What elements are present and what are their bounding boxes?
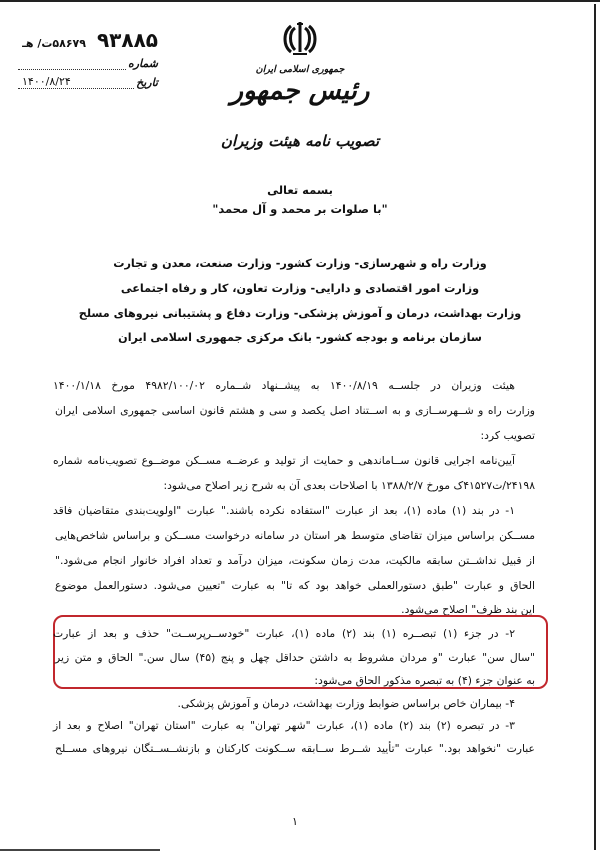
item1-line: این بند ظرف" اصلاح می‌شود. — [401, 603, 535, 616]
reference-number-small: ۵۸۶۷۹ت/ هـ — [22, 37, 86, 50]
reference-block — [18, 28, 158, 89]
reference-number — [18, 28, 158, 52]
republic-title: جمهوری اسلامی ایران — [255, 64, 345, 75]
item1-line: از قبیل نداشــتن سابقه مالکیت، مدت زمان سکونت، میزان درآمد و تعداد افراد خانوار انجام می‌شود." — [55, 554, 535, 567]
page-edge-top — [0, 0, 600, 2]
approval-title: تصویب نامه هیئت وزیران — [220, 132, 380, 150]
bismillah: بسمه تعالی — [267, 183, 333, 197]
number-label: شماره — [127, 57, 158, 70]
recipient-line: سازمان برنامه و بودجه کشور- بانک مرکزی جمهوری اسلامی ایران — [118, 331, 482, 344]
intro-line: هیئت وزیران در جلســه ۱۴۰۰/۸/۱۹ به پیشــنهاد شــماره ۴۹۸۲/۱۰۰/۰۲ مورخ ۱۴۰۰/۱/۱۸ — [53, 379, 515, 392]
item3-line: عبارت "نخواهد بود." عبارت "تأیید شــرط ســابقه ســکونت کارکنان و بازنشــســتگان نیروهای مســلح — [55, 742, 535, 755]
item2-line: "سال سن" عبارت "و مردان مشروط به داشتن حداقل چهل و پنج (۴۵) سال سن." الحاق و متن زیر — [55, 651, 535, 664]
item3-line: ۳- در تبصره (۲) بند (۲) ماده (۱)، عبارت "شهر تهران" به عبارت "استان تهران" اصلاح و بعد از — [53, 719, 515, 732]
page-edge-right — [594, 4, 596, 850]
item1-line: الحاق و عبارت "طبق دستورالعملی خواهد بود که تا" به عبارت "تعیین می‌شود. دستورالعمل موضوع — [55, 579, 535, 592]
date-value: ۱۴۰۰/۸/۲۴ — [18, 75, 134, 89]
page-edge-bottom — [0, 849, 160, 851]
salawat: "با صلوات بر محمد و آل محمد" — [212, 202, 388, 216]
regulation-line: آیین‌نامه اجرایی قانون ســاماندهی و حمایت از تولید و عرضــه مســکن موضــوع تصویب‌نامه شماره — [53, 454, 515, 467]
iran-emblem-icon — [283, 20, 317, 60]
item1-line: مســکن براساس میزان تقاضای متوسط هر استان در سامانه درخواست مســکن و براساس شاخص‌هایی — [55, 529, 535, 542]
page-number: ۱ — [292, 815, 298, 828]
recipient-line: وزارت راه و شهرسازی- وزارت کشور- وزارت صنعت، معدن و تجارت — [113, 257, 487, 270]
item2-line: ۲- در جزء (۱) تبصــره (۱) بند (۲) ماده (۱)، عبارت "خودســرپرســت" حذف و بعد از عبارت — [53, 627, 516, 640]
number-value — [18, 57, 126, 70]
item2-sub4: ۴- بیماران خاص براساس ضوابط وزارت بهداشت، درمان و آموزش پزشکی. — [177, 697, 515, 710]
item2-line: به عنوان جزء (۴) به تبصره مذکور الحاق می‌شود: — [314, 674, 535, 687]
item1-line: ۱- در بند (۱) ماده (۱)، بعد از عبارت "استفاده نکرده باشند." عبارت "اولویت‌بندی متقاضیان فاقد — [53, 504, 515, 517]
date-field — [18, 75, 158, 89]
recipient-line: وزارت بهداشت، درمان و آموزش پزشکی- وزارت دفاع و پشتیبانی نیروهای مسلح — [78, 307, 522, 320]
regulation-line: ۲۴۱۹۸/ت۴۱۵۲۷ک مورخ ۱۳۸۸/۲/۷ با اصلاحات بعدی آن به شرح زیر اصلاح می‌شود: — [163, 479, 535, 492]
number-field — [18, 57, 158, 70]
recipient-line: وزارت امور اقتصادی و دارایی- وزارت تعاون، کار و رفاه اجتماعی — [120, 282, 480, 295]
intro-line: تصویب کرد: — [480, 429, 535, 442]
date-label: تاریخ — [136, 76, 158, 89]
intro-line: وزارت راه و شــهرســازی و به اســتناد اصل یکصد و سی و هشتم قانون اساسی جمهوری اسلامی ایران — [55, 404, 535, 417]
president-title: رئیس جمهور — [230, 76, 370, 106]
reference-number-large: ۹۳۸۸۵ — [96, 28, 158, 52]
